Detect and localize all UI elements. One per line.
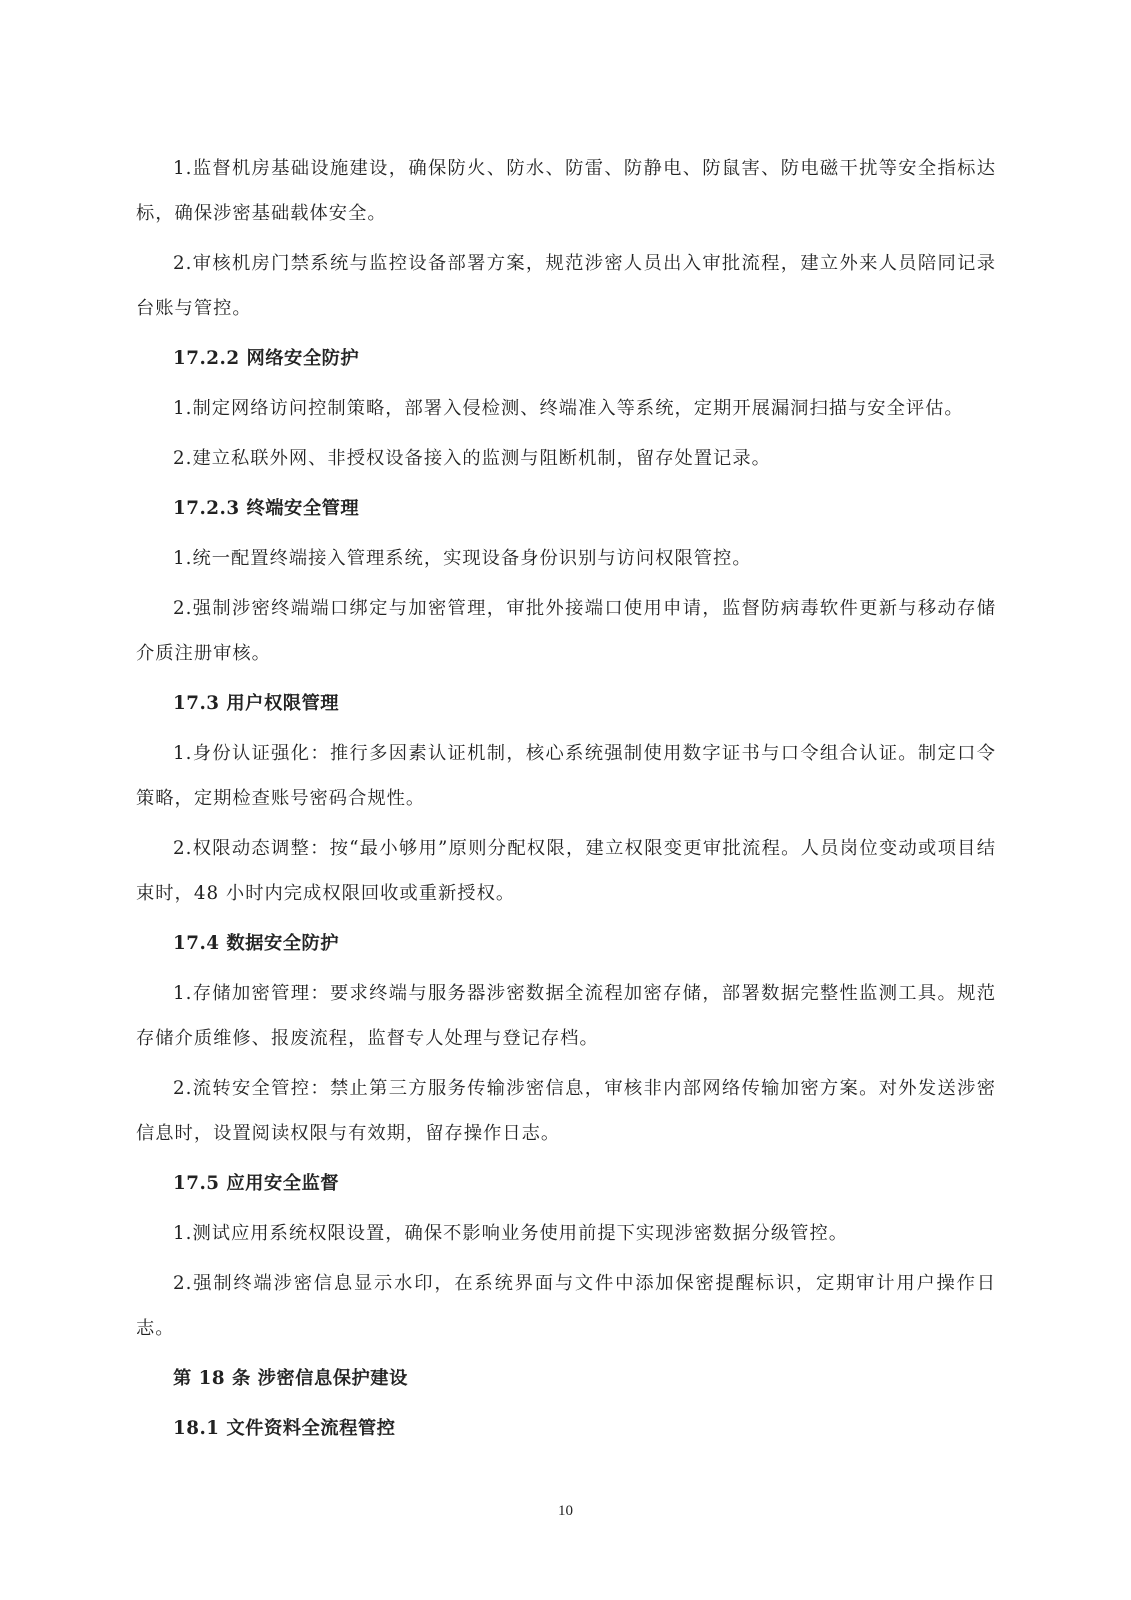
article-heading: 第 18 条 涉密信息保护建设	[173, 1368, 408, 1389]
paragraph: 1.存储加密管理：要求终端与服务器涉密数据全流程加密存储，部署数据完整性监测工具。规范存储介质维修、报废流程，监督专人处理与登记存档。	[136, 983, 996, 1049]
paragraph: 1.身份认证强化：推行多因素认证机制，核心系统强制使用数字证书与口令组合认证。制定口令策略，定期检查账号密码合规性。	[136, 743, 996, 809]
section-heading: 17.2.2 网络安全防护	[173, 348, 360, 369]
paragraph: 2.强制涉密终端端口绑定与加密管理，审批外接端口使用申请，监督防病毒软件更新与移动存储介质注册审核。	[136, 598, 996, 664]
section-heading: 17.5 应用安全监督	[173, 1173, 340, 1194]
section-heading: 17.4 数据安全防护	[173, 933, 340, 954]
paragraph: 1.统一配置终端接入管理系统，实现设备身份识别与访问权限管控。	[173, 548, 752, 569]
page-number: 10	[558, 1503, 573, 1519]
paragraph: 1.制定网络访问控制策略，部署入侵检测、终端准入等系统，定期开展漏洞扫描与安全评估。	[173, 398, 964, 419]
document-body	[136, 146, 996, 1456]
paragraph: 2.建立私联外网、非授权设备接入的监测与阻断机制，留存处置记录。	[173, 448, 771, 469]
section-heading: 17.2.3 终端安全管理	[173, 498, 360, 519]
paragraph: 2.审核机房门禁系统与监控设备部署方案，规范涉密人员出入审批流程，建立外来人员陪同记录台账与管控。	[136, 253, 996, 319]
paragraph: 2.强制终端涉密信息显示水印，在系统界面与文件中添加保密提醒标识，定期审计用户操作日志。	[136, 1273, 996, 1339]
paragraph: 2.权限动态调整：按“最小够用”原则分配权限，建立权限变更审批流程。人员岗位变动或项目结束时，48 小时内完成权限回收或重新授权。	[136, 838, 996, 904]
paragraph: 2.流转安全管控：禁止第三方服务传输涉密信息，审核非内部网络传输加密方案。对外发送涉密信息时，设置阅读权限与有效期，留存操作日志。	[136, 1078, 996, 1144]
paragraph: 1.监督机房基础设施建设，确保防火、防水、防雷、防静电、防鼠害、防电磁干扰等安全指标达标，确保涉密基础载体安全。	[136, 158, 996, 224]
paragraph: 1.测试应用系统权限设置，确保不影响业务使用前提下实现涉密数据分级管控。	[173, 1223, 849, 1244]
section-heading: 17.3 用户权限管理	[173, 693, 340, 714]
section-heading: 18.1 文件资料全流程管控	[173, 1418, 396, 1439]
